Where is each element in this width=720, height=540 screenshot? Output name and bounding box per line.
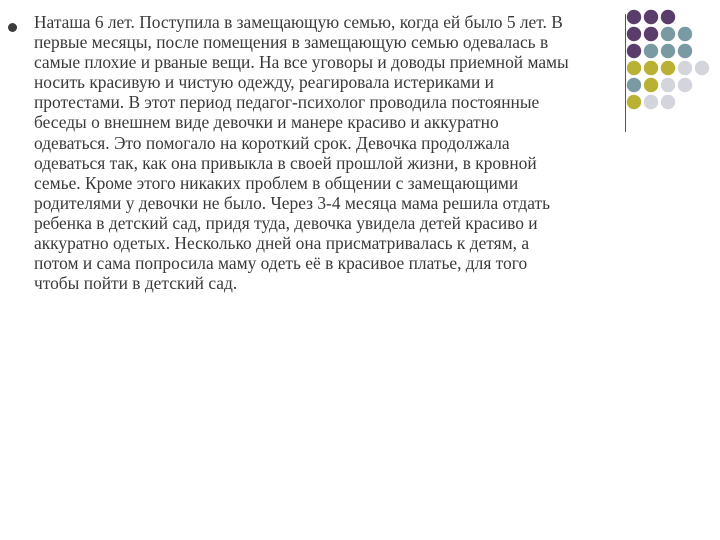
decorative-dot — [695, 61, 709, 75]
bullet-dot-icon — [8, 23, 17, 32]
slide-body-text: Наташа 6 лет. Поступила в замещающую семью, когда ей было 5 лет. В первые месяцы, после помещения в замещающую семью одевалась в самые плохие и рваные вещи. На все уговоры и доводы приемной мамы носить красивую и чистую одежду, реагировала истериками и протестами. В этот период педагог-психолог проводила постоянные беседы о внешнем виде девочки и манере красиво и аккуратно одеваться. Это помогало на короткий срок. Девочка продолжала одеваться так, как она привыкла в своей прошлой жизни, в кровной семье. Кроме этого никаких проблем в общении с замещающими родителями у девочки не было. Через 3-4 месяца мама решила отдать ребенка в детский сад, придя туда, девочка увидела детей красиво и аккуратно одетых. Несколько дней она присматривалась к детям, а потом и сама попросила маму одеть её в красивое платье, для того чтобы пойти в детский сад. — [34, 12, 569, 294]
